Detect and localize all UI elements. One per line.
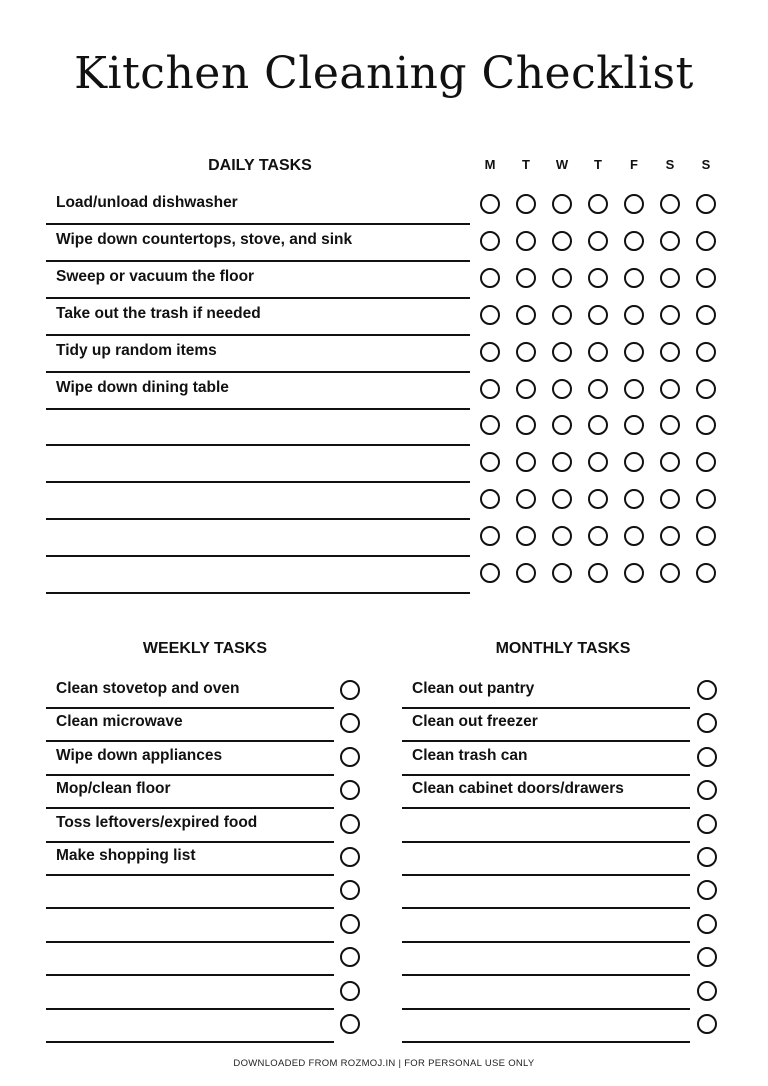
monthly-checkbox[interactable] [697, 981, 717, 1001]
day-checkbox-6[interactable] [660, 489, 680, 509]
day-checkbox-5[interactable] [624, 194, 644, 214]
task-underline [46, 774, 334, 776]
weekday-label: M [484, 157, 496, 172]
task-underline [46, 907, 334, 909]
task-underline [46, 941, 334, 943]
weekly-checkbox[interactable] [340, 847, 360, 867]
day-checkbox-1[interactable] [480, 342, 500, 362]
task-underline [46, 807, 334, 809]
task-underline [402, 841, 690, 843]
weekday-header [472, 157, 724, 177]
day-checkbox-5[interactable] [624, 489, 644, 509]
task-underline [46, 518, 470, 520]
day-checkbox-4[interactable] [588, 452, 608, 472]
day-checkbox-7[interactable] [696, 379, 716, 399]
day-checkbox-2[interactable] [516, 563, 536, 583]
day-checkbox-5[interactable] [624, 231, 644, 251]
day-checkbox-7[interactable] [696, 305, 716, 325]
weekly-checkbox[interactable] [340, 981, 360, 1001]
weekly-checkbox[interactable] [340, 880, 360, 900]
day-checkbox-6[interactable] [660, 268, 680, 288]
task-underline [46, 592, 470, 594]
weekly-checkbox[interactable] [340, 947, 360, 967]
task-underline [402, 874, 690, 876]
daily-task-label[interactable]: Load/unload dishwasher [56, 194, 238, 211]
footer-note: DOWNLOADED FROM ROZMOJ.IN | FOR PERSONAL USE ONLY [233, 1058, 535, 1069]
weekday-label: T [522, 157, 530, 172]
monthly-checkbox[interactable] [697, 880, 717, 900]
monthly-checkbox[interactable] [697, 1014, 717, 1034]
page-title: Kitchen Cleaning Checklist [74, 48, 694, 99]
monthly-checkbox[interactable] [697, 847, 717, 867]
task-underline [46, 408, 470, 410]
task-underline [402, 740, 690, 742]
day-checkbox-3[interactable] [552, 489, 572, 509]
day-checkbox-2[interactable] [516, 342, 536, 362]
day-checkbox-5[interactable] [624, 526, 644, 546]
day-checkbox-5[interactable] [624, 305, 644, 325]
daily-task-label[interactable]: Tidy up random items [56, 341, 217, 359]
task-underline [46, 707, 334, 709]
day-checkbox-3[interactable] [552, 563, 572, 583]
day-checkbox-7[interactable] [696, 415, 716, 435]
day-checkbox-7[interactable] [696, 563, 716, 583]
task-underline [402, 707, 690, 709]
day-checkbox-4[interactable] [588, 489, 608, 509]
day-checkbox-6[interactable] [660, 342, 680, 362]
day-checkbox-5[interactable] [624, 342, 644, 362]
task-underline [46, 260, 470, 262]
monthly-task-label[interactable]: Clean cabinet doors/drawers [412, 780, 624, 798]
weekday-label: S [665, 157, 675, 172]
day-checkbox-2[interactable] [516, 231, 536, 251]
day-checkbox-5[interactable] [624, 415, 644, 435]
day-checkbox-1[interactable] [480, 489, 500, 509]
day-checkbox-5[interactable] [624, 563, 644, 583]
day-checkbox-1[interactable] [480, 563, 500, 583]
monthly-task-label[interactable]: Clean trash can [412, 746, 528, 764]
day-checkbox-1[interactable] [480, 194, 500, 214]
task-underline [46, 1041, 334, 1043]
weekly-checkbox[interactable] [340, 713, 360, 733]
day-checkbox-6[interactable] [660, 305, 680, 325]
daily-task-label[interactable]: Take out the trash if needed [56, 304, 261, 322]
day-checkbox-2[interactable] [516, 268, 536, 288]
day-checkbox-4[interactable] [588, 231, 608, 251]
day-checkbox-6[interactable] [660, 563, 680, 583]
daily-tasks-heading: DAILY TASKS [208, 157, 312, 174]
day-checkbox-4[interactable] [588, 563, 608, 583]
task-underline [402, 974, 690, 976]
weekly-task-label[interactable]: Mop/clean floor [56, 780, 171, 798]
day-checkbox-7[interactable] [696, 194, 716, 214]
day-checkbox-2[interactable] [516, 415, 536, 435]
day-checkbox-5[interactable] [624, 452, 644, 472]
monthly-tasks-heading: MONTHLY TASKS [495, 640, 631, 657]
monthly-checkbox[interactable] [697, 747, 717, 767]
task-underline [46, 740, 334, 742]
task-underline [46, 974, 334, 976]
day-checkbox-3[interactable] [552, 305, 572, 325]
day-checkbox-7[interactable] [696, 489, 716, 509]
day-checkbox-5[interactable] [624, 379, 644, 399]
day-checkbox-3[interactable] [552, 415, 572, 435]
weekly-checkbox[interactable] [340, 1014, 360, 1034]
day-checkbox-3[interactable] [552, 379, 572, 399]
day-checkbox-3[interactable] [552, 342, 572, 362]
day-checkbox-2[interactable] [516, 194, 536, 214]
day-checkbox-4[interactable] [588, 342, 608, 362]
task-underline [46, 1008, 334, 1010]
monthly-checkbox[interactable] [697, 914, 717, 934]
day-checkbox-6[interactable] [660, 231, 680, 251]
task-underline [46, 874, 334, 876]
task-underline [402, 1008, 690, 1010]
day-checkbox-2[interactable] [516, 489, 536, 509]
daily-task-label[interactable]: Wipe down countertops, stove, and sink [56, 230, 353, 248]
day-checkbox-1[interactable] [480, 268, 500, 288]
day-checkbox-1[interactable] [480, 231, 500, 251]
monthly-task-label[interactable]: Clean out pantry [412, 680, 535, 697]
task-underline [46, 481, 470, 483]
weekly-checkbox[interactable] [340, 747, 360, 767]
day-checkbox-6[interactable] [660, 526, 680, 546]
weekday-label: F [630, 157, 638, 172]
day-checkbox-1[interactable] [480, 526, 500, 546]
monthly-checkbox[interactable] [697, 947, 717, 967]
task-underline [46, 334, 470, 336]
task-underline [46, 223, 470, 225]
day-checkbox-6[interactable] [660, 452, 680, 472]
day-checkbox-7[interactable] [696, 342, 716, 362]
day-checkbox-2[interactable] [516, 452, 536, 472]
day-checkbox-2[interactable] [516, 305, 536, 325]
day-checkbox-5[interactable] [624, 268, 644, 288]
weekly-task-label[interactable]: Toss leftovers/expired food [56, 813, 258, 831]
task-underline [46, 444, 470, 446]
day-checkbox-3[interactable] [552, 452, 572, 472]
daily-task-label[interactable]: Wipe down dining table [56, 378, 229, 396]
day-checkbox-7[interactable] [696, 526, 716, 546]
day-checkbox-3[interactable] [552, 194, 572, 214]
weekday-label: W [555, 157, 569, 172]
weekly-tasks-heading: WEEKLY TASKS [142, 640, 268, 657]
weekly-task-label[interactable]: Clean microwave [56, 713, 183, 731]
monthly-checkbox[interactable] [697, 780, 717, 800]
weekly-checkbox[interactable] [340, 780, 360, 800]
day-checkbox-6[interactable] [660, 379, 680, 399]
day-checkbox-4[interactable] [588, 526, 608, 546]
weekly-task-label[interactable]: Clean stovetop and oven [56, 680, 240, 697]
day-checkbox-6[interactable] [660, 415, 680, 435]
monthly-checkbox[interactable] [697, 680, 717, 700]
day-checkbox-7[interactable] [696, 231, 716, 251]
day-checkbox-4[interactable] [588, 415, 608, 435]
monthly-checkbox[interactable] [697, 713, 717, 733]
task-underline [46, 555, 470, 557]
day-checkbox-1[interactable] [480, 379, 500, 399]
monthly-task-label[interactable]: Clean out freezer [412, 713, 538, 731]
day-checkbox-1[interactable] [480, 415, 500, 435]
task-underline [402, 774, 690, 776]
task-underline [402, 1041, 690, 1043]
daily-task-label[interactable]: Sweep or vacuum the floor [56, 267, 255, 285]
weekday-label: T [594, 157, 602, 172]
day-checkbox-2[interactable] [516, 379, 536, 399]
day-checkbox-1[interactable] [480, 452, 500, 472]
day-checkbox-3[interactable] [552, 268, 572, 288]
weekly-checkbox[interactable] [340, 914, 360, 934]
task-underline [46, 297, 470, 299]
weekday-label: S [701, 157, 711, 172]
weekly-task-label[interactable]: Wipe down appliances [56, 746, 223, 764]
day-checkbox-6[interactable] [660, 194, 680, 214]
task-underline [46, 371, 470, 373]
day-checkbox-1[interactable] [480, 305, 500, 325]
weekly-checkbox[interactable] [340, 814, 360, 834]
day-checkbox-3[interactable] [552, 526, 572, 546]
day-checkbox-4[interactable] [588, 305, 608, 325]
day-checkbox-2[interactable] [516, 526, 536, 546]
task-underline [402, 941, 690, 943]
day-checkbox-4[interactable] [588, 194, 608, 214]
day-checkbox-7[interactable] [696, 452, 716, 472]
monthly-checkbox[interactable] [697, 814, 717, 834]
task-underline [46, 841, 334, 843]
day-checkbox-3[interactable] [552, 231, 572, 251]
day-checkbox-7[interactable] [696, 268, 716, 288]
task-underline [402, 907, 690, 909]
weekly-task-label[interactable]: Make shopping list [56, 847, 196, 864]
day-checkbox-4[interactable] [588, 268, 608, 288]
task-underline [402, 807, 690, 809]
weekly-checkbox[interactable] [340, 680, 360, 700]
day-checkbox-4[interactable] [588, 379, 608, 399]
